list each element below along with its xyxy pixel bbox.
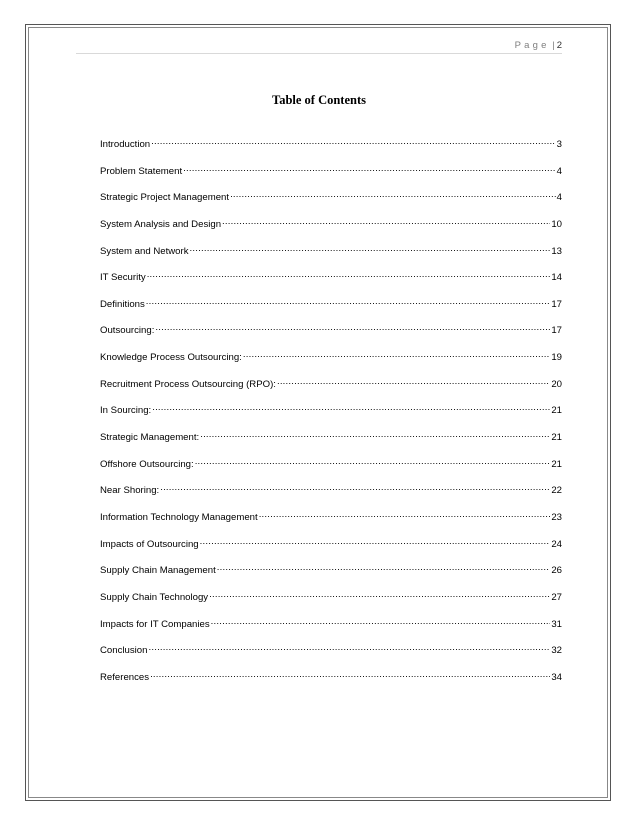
toc-entry[interactable] xyxy=(100,136,562,163)
page-header xyxy=(76,40,562,54)
toc-entry[interactable] xyxy=(100,616,562,643)
toc-entry-page: 24 xyxy=(551,538,562,550)
toc-entry[interactable] xyxy=(100,642,562,669)
page-header-label: Page xyxy=(514,40,550,51)
toc-entry[interactable] xyxy=(100,536,562,563)
toc-entry-page: 27 xyxy=(551,591,562,603)
toc-entry[interactable] xyxy=(100,349,562,376)
toc-entry[interactable] xyxy=(100,376,562,403)
toc-entry-leader xyxy=(200,429,550,440)
toc-entry-label: Conclusion xyxy=(100,645,148,657)
toc-entry[interactable] xyxy=(100,296,562,323)
toc-entry-page: 4 xyxy=(556,192,562,204)
toc-entry[interactable] xyxy=(100,589,562,616)
toc-entry-label: Introduction xyxy=(100,139,151,150)
toc-title: Table of Contents xyxy=(272,93,366,107)
toc-entry-leader xyxy=(151,136,556,147)
toc-entry-label: Impacts of Outsourcing xyxy=(100,538,199,550)
toc-list xyxy=(100,136,562,695)
toc-entry-label: Strategic Management: xyxy=(100,432,200,444)
toc-entry-page: 21 xyxy=(551,432,562,444)
toc-entry-page: 31 xyxy=(551,618,562,630)
toc-entry-label: Outsourcing: xyxy=(100,325,155,337)
toc-entry[interactable] xyxy=(100,269,562,296)
toc-entry-label: Information Technology Management xyxy=(100,511,258,523)
toc-entry-leader xyxy=(211,616,551,627)
toc-entry-leader xyxy=(277,376,550,387)
toc-entry-leader xyxy=(146,296,551,307)
toc-entry-page: 26 xyxy=(551,565,562,577)
toc-entry-page: 23 xyxy=(551,511,562,523)
toc-entry-page: 21 xyxy=(551,458,562,470)
toc-entry-leader xyxy=(222,216,550,227)
toc-entry[interactable] xyxy=(100,216,562,243)
toc-entry-page: 20 xyxy=(551,378,562,390)
toc-entry-page: 32 xyxy=(551,645,562,657)
toc-entry[interactable] xyxy=(100,163,562,190)
toc-entry-label: Recruitment Process Outsourcing (RPO): xyxy=(100,378,276,390)
toc-entry[interactable] xyxy=(100,322,562,349)
toc-entry[interactable] xyxy=(100,456,562,483)
toc-entry-leader xyxy=(190,243,551,254)
header-rule xyxy=(76,53,562,54)
toc-entry-page: 3 xyxy=(556,139,562,150)
toc-entry-leader xyxy=(243,349,550,360)
toc-entry-leader xyxy=(155,322,550,333)
toc-entry-label: In Sourcing: xyxy=(100,405,152,417)
toc-entry-label: System and Network xyxy=(100,245,189,257)
toc-entry-label: Knowledge Process Outsourcing: xyxy=(100,352,242,364)
toc-entry-page: 4 xyxy=(556,165,562,177)
toc-entry-label: Definitions xyxy=(100,298,145,310)
toc-entry-leader xyxy=(183,163,556,174)
toc-entry-page: 13 xyxy=(551,245,562,257)
toc-entry[interactable] xyxy=(100,429,562,456)
toc-entry-leader xyxy=(150,669,550,680)
toc-entry-leader xyxy=(217,562,551,573)
toc-entry-label: Strategic Project Management xyxy=(100,192,230,204)
toc-entry-leader xyxy=(200,536,551,547)
toc-entry[interactable] xyxy=(100,243,562,270)
toc-entry-leader xyxy=(259,509,551,520)
toc-entry-label: Supply Chain Technology xyxy=(100,591,209,603)
toc-entry-label: IT Security xyxy=(100,272,146,284)
toc-entry-leader xyxy=(147,269,551,280)
toc-entry-label: Supply Chain Management xyxy=(100,565,216,577)
toc-entry-label: Problem Statement xyxy=(100,165,183,177)
toc-entry-label: Impacts for IT Companies xyxy=(100,618,210,630)
toc-entry-page: 21 xyxy=(551,405,562,417)
toc-entry-page: 17 xyxy=(551,298,562,310)
toc-entry[interactable] xyxy=(100,482,562,509)
toc-entry-leader xyxy=(195,456,551,467)
toc-entry[interactable] xyxy=(100,402,562,429)
toc-entry-leader xyxy=(148,642,550,653)
toc-entry-label: System Analysis and Design xyxy=(100,218,222,230)
toc-entry-page: 17 xyxy=(551,325,562,337)
toc-entry-leader xyxy=(160,482,550,493)
toc-entry-leader xyxy=(152,402,550,413)
toc-entry-leader xyxy=(209,589,550,600)
toc-entry-page: 10 xyxy=(551,218,562,230)
toc-entry[interactable] xyxy=(100,669,562,696)
toc-entry[interactable] xyxy=(100,189,562,216)
toc-entry-page: 34 xyxy=(551,671,562,683)
toc-entry-leader xyxy=(230,189,556,200)
toc-entry[interactable] xyxy=(100,509,562,536)
toc-entry-label: References xyxy=(100,671,150,683)
toc-entry-page: 14 xyxy=(551,272,562,284)
toc-entry-page: 19 xyxy=(551,352,562,364)
toc-entry-label: Offshore Outsourcing: xyxy=(100,458,194,470)
toc-entry[interactable] xyxy=(100,562,562,589)
toc-entry-page: 22 xyxy=(551,485,562,497)
page-header-separator: | xyxy=(552,40,555,51)
toc-entry-label: Near Shoring: xyxy=(100,485,160,497)
page-header-number: 2 xyxy=(556,40,562,51)
